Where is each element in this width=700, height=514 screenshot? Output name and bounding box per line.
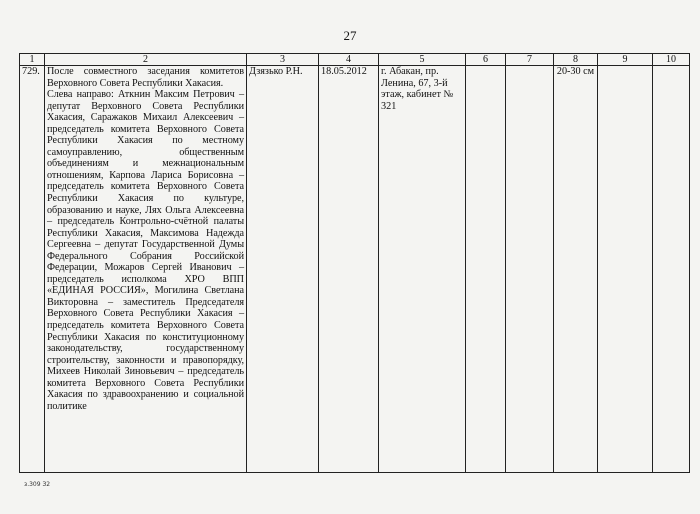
column-number: 3	[247, 54, 319, 66]
column-number: 9	[598, 54, 653, 66]
record-size: 20-30 см	[554, 66, 598, 473]
record-col10	[653, 66, 690, 473]
record-description-cell	[45, 66, 247, 473]
footer-code: з.309 З2	[24, 481, 51, 488]
page-number: 27	[343, 28, 357, 43]
column-number-row	[20, 54, 690, 66]
table-row	[20, 66, 690, 473]
record-author: Дзязько Р.Н.	[247, 66, 319, 473]
column-number: 6	[466, 54, 506, 66]
record-title: После совместного заседания комитетов Верховного Совета Республики Хакасия.	[47, 66, 244, 89]
record-number: 729.	[20, 66, 45, 473]
column-number: 1	[20, 54, 45, 66]
column-number: 7	[506, 54, 554, 66]
column-number: 5	[379, 54, 466, 66]
column-number: 2	[45, 54, 247, 66]
record-col7	[506, 66, 554, 473]
register-table	[19, 53, 690, 473]
record-place: г. Абакан, пр. Ленина, 67, 3-й этаж, кабинет № 321	[379, 66, 466, 473]
record-description: Слева направо: Аткнин Максим Петрович – депутат Верховного Совета Республики Хакасия, Саражаков Михаил Алексеевич – председатель комитета Верховного Совета Республики Хакасия по местному самоуправлению, общественным объединениям и межнациональным отношениям, Карпова Лариса Борисовна – председатель комитета Верховного Совета Республики Хакасия по культуре, образованию и науке, Лях Ольга Алексеевна – председатель Контрольно-счётной палаты Республики Хакасия, Максимова Надежда Сергеевна – депутат Государственной Думы Федерального Собрания Российской Федерации, Можаров Сергей Иванович – председатель исполкома ХРО ВПП «ЕДИНАЯ РОССИЯ», Могилина Светлана Викторовна – заместитель Председателя Верховного Совета Республики Хакасия – председатель комитета Верховного Совета Республики Хакасия по конституционному законодательству, государственному строительству, законности и правопорядку, Михеев Николай Зиновьевич – председатель комитета Верховного Совета Республики Хакасия по здравоохранению и социальной политике	[47, 89, 244, 412]
column-number: 8	[554, 54, 598, 66]
record-col6	[466, 66, 506, 473]
column-number: 10	[653, 54, 690, 66]
record-date: 18.05.2012	[319, 66, 379, 473]
column-number: 4	[319, 54, 379, 66]
record-col9	[598, 66, 653, 473]
